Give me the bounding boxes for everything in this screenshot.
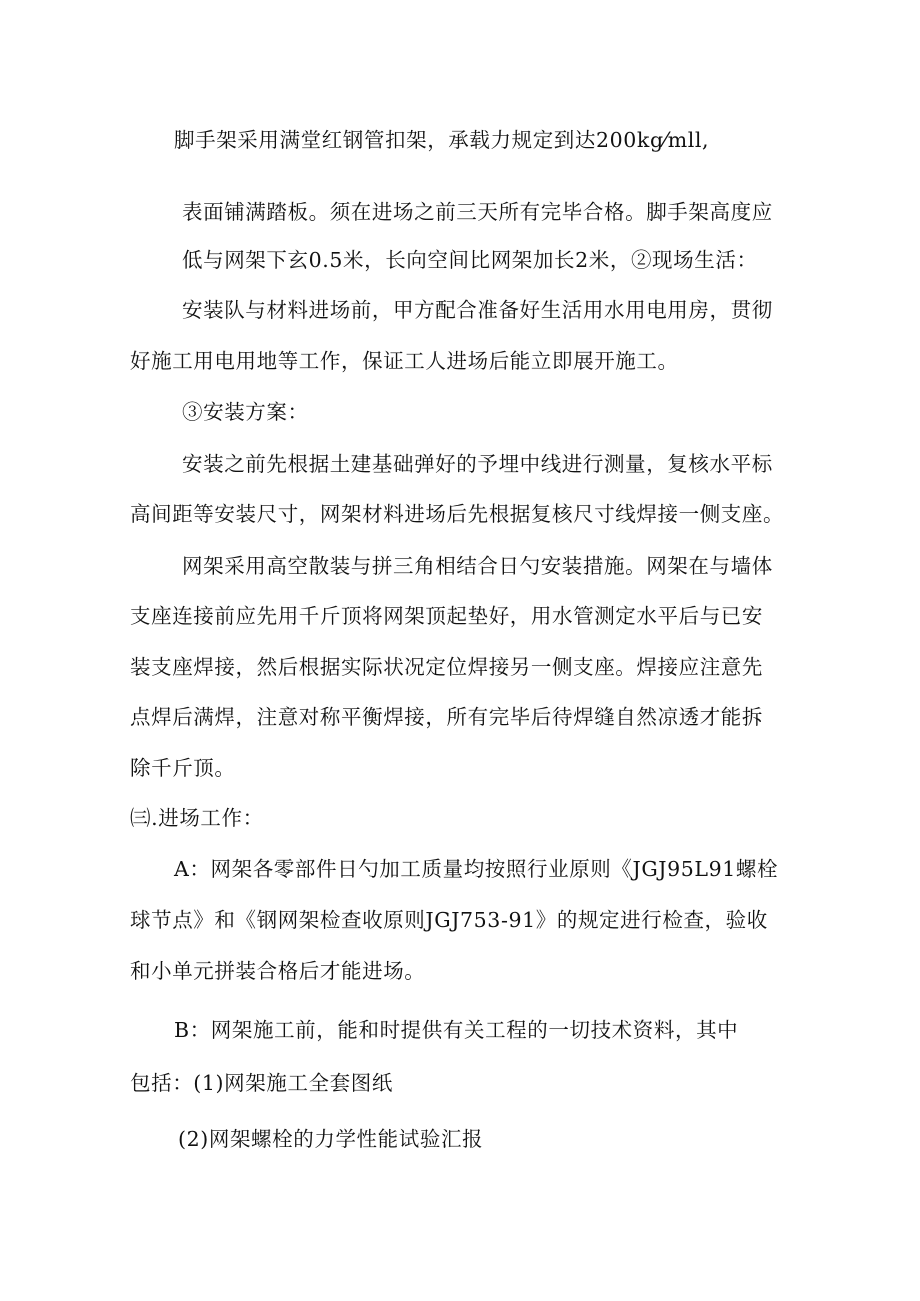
text-line-10: 支座连接前应先用千斤顶将网架顶起垫好，用水管测定水平后与已安 <box>130 604 763 628</box>
text-line-3: 低与网架下玄0.5米，长向空间比网架加长2米，②现场生活： <box>182 248 758 272</box>
text-line-17: 和小单元拼装合格后才能进场。 <box>130 959 426 983</box>
section-heading-entry-work: ㈢.进场工作： <box>130 806 264 830</box>
text-line-2: 表面铺满踏板。须在进场之前三天所有完毕合格。脚手架高度应 <box>182 200 773 224</box>
text-line-15: A：网架各零部件日勺加工质量均按照行业原则《JGJ95L91螺栓 <box>174 857 779 881</box>
text-line-8: 高间距等安装尺寸，网架材料进场后先根据复核尺寸线焊接一侧支座。 <box>130 502 785 526</box>
text-line-5: 好施工用电用地等工作，保证工人进场后能立即展开施工。 <box>130 349 679 373</box>
text-line-9: 网架采用高空散装与拼三角相结合日勺安装措施。网架在与墙体 <box>182 554 773 578</box>
text-line-4: 安装队与材料进场前，甲方配合准备好生活用水用电用房，贯彻 <box>182 298 773 322</box>
text-line-7: 安装之前先根据土建基础弹好的予埋中线进行测量，复核水平标 <box>182 452 773 476</box>
text-line-18: B：网架施工前，能和时提供有关工程的一切技术资料，其中 <box>174 1018 739 1042</box>
text-line-13: 除千斤顶。 <box>130 756 236 780</box>
text-line-19: 包括：(1)网架施工全套图纸 <box>130 1071 393 1095</box>
text-line-12: 点焊后满焊，注意对称平衡焊接，所有完毕后待焊缝自然凉透才能拆 <box>130 705 763 729</box>
text-line-20: (2)网架螺栓的力学性能试验汇报 <box>178 1127 484 1151</box>
text-line-11: 装支座焊接，然后根据实际状况定位焊接另一侧支座。焊接应注意先 <box>130 655 763 679</box>
text-line-16: 球节点》和《钢网架检查收原则JGJ753-91》的规定进行检查，验收 <box>130 908 768 932</box>
text-line-1: 脚手架采用满堂红钢管扣架，承载力规定到达200kg⁄mll, <box>174 128 710 152</box>
text-line-6: ③安装方案： <box>182 400 309 424</box>
